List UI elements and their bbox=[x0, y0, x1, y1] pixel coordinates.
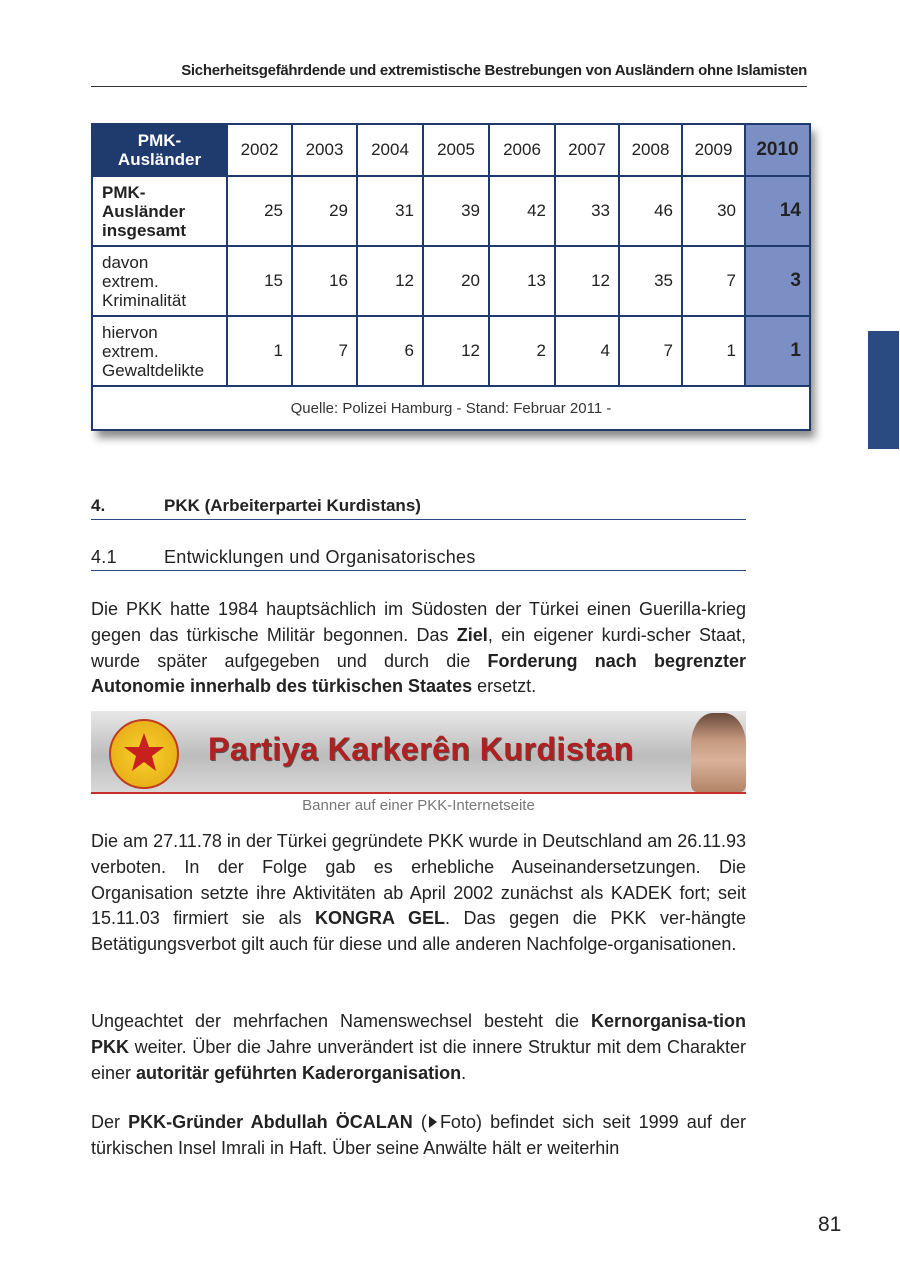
table-cell: 13 bbox=[489, 246, 555, 316]
paragraph-2 bbox=[91, 829, 746, 958]
table-source-row bbox=[92, 386, 810, 430]
corner-label-line: Ausländer bbox=[117, 150, 202, 169]
table-cell: 46 bbox=[619, 176, 682, 246]
table-cell-highlight: 3 bbox=[745, 246, 810, 316]
bold-run: PKK-Gründer Abdullah ÖCALAN bbox=[128, 1112, 413, 1132]
table-cell: 30 bbox=[682, 176, 745, 246]
table-cell: 29 bbox=[292, 176, 357, 246]
row-label-line: extrem. bbox=[102, 271, 159, 291]
table-cell-highlight: 1 bbox=[745, 316, 810, 386]
table-cell: 16 bbox=[292, 246, 357, 316]
table-cell: 6 bbox=[357, 316, 423, 386]
table-cell: 7 bbox=[619, 316, 682, 386]
row-label-line: PMK- bbox=[102, 182, 146, 202]
bold-run: Ziel bbox=[456, 624, 488, 645]
table-header-row bbox=[92, 124, 810, 176]
bold-run: KONGRA GEL bbox=[315, 908, 445, 929]
table-cell: 12 bbox=[423, 316, 489, 386]
arrow-right-icon bbox=[429, 1116, 437, 1128]
table-cell: 15 bbox=[227, 246, 292, 316]
section-number: 4. bbox=[91, 496, 106, 515]
text-run: ( bbox=[412, 1112, 427, 1132]
banner-caption: Banner auf einer PKK-Internetseite bbox=[302, 797, 535, 814]
pkk-emblem-icon bbox=[109, 719, 179, 789]
corner-header bbox=[92, 124, 227, 176]
table-cell: 20 bbox=[423, 246, 489, 316]
text-run: , ein eigener kurdi-scher Staat, wurde später aufgegeben und durch die bbox=[91, 624, 746, 671]
row-label-line: hiervon bbox=[102, 322, 158, 342]
table-cell-highlight: 14 bbox=[745, 176, 810, 246]
table-cell: 1 bbox=[227, 316, 292, 386]
table-cell: 42 bbox=[489, 176, 555, 246]
bold-run: autoritär geführten Kaderorganisation bbox=[136, 1062, 462, 1083]
row-label-line: davon bbox=[102, 252, 149, 272]
year-header: 2008 bbox=[619, 124, 682, 176]
table-cell: 25 bbox=[227, 176, 292, 246]
text-run: . Das gegen die PKK ver-hängte Betätigungsverbot gilt auch für diese und alle anderen Nachfolge-organisationen. bbox=[91, 908, 746, 955]
table-row bbox=[92, 246, 810, 316]
text-run: Ungeachtet der mehrfachen Namenswechsel besteht die bbox=[91, 1011, 591, 1031]
year-header: 2007 bbox=[555, 124, 619, 176]
table-cell: 7 bbox=[292, 316, 357, 386]
table-row bbox=[92, 176, 810, 246]
table-source: Quelle: Polizei Hamburg - Stand: Februar 2011 - bbox=[92, 386, 810, 430]
text-run: Die am 27.11.78 in der Türkei gegründete PKK wurde in Deutschland am 26.11.93 verboten. In der Folge gab es erhebliche Auseinandersetzungen. Die Organisation setzte ihre Aktivitäten ab April 2002 zunächst als KADEK fort; seit 15.11.03 firmiert sie als bbox=[91, 831, 746, 929]
table-cell: 4 bbox=[555, 316, 619, 386]
section-heading-4-1 bbox=[91, 546, 746, 571]
table-cell: 12 bbox=[357, 246, 423, 316]
banner-text: Partiya Karkerên Kurdistan bbox=[208, 731, 634, 767]
running-header bbox=[91, 60, 807, 87]
subsection-title: Entwicklungen und Organisatorisches bbox=[164, 547, 476, 567]
row-label-line: Ausländer bbox=[102, 201, 186, 221]
row-label bbox=[92, 176, 227, 246]
statistics-table bbox=[91, 123, 811, 431]
year-header: 2004 bbox=[357, 124, 423, 176]
text-run: Die PKK hatte 1984 hauptsächlich im Südosten der Türkei einen Guerilla-krieg gegen das türkische Militär begonnen. Das bbox=[91, 599, 746, 645]
table-row bbox=[92, 316, 810, 386]
year-header: 2005 bbox=[423, 124, 489, 176]
bold-run: Kernorganisa-tion PKK bbox=[91, 1011, 746, 1057]
section-title: PKK (Arbeiterpartei Kurdistans) bbox=[164, 496, 421, 515]
subsection-number: 4.1 bbox=[91, 547, 117, 567]
running-title: Sicherheitsgefährdende und extremistische Bestrebungen von Ausländern ohne Islamisten bbox=[181, 62, 807, 79]
table-cell: 7 bbox=[682, 246, 745, 316]
row-label bbox=[92, 246, 227, 316]
year-header: 2006 bbox=[489, 124, 555, 176]
year-header: 2002 bbox=[227, 124, 292, 176]
red-star-icon bbox=[122, 731, 166, 775]
text-run: weiter. Über die Jahre unverändert ist die innere Struktur mit dem Charakter einer bbox=[91, 1036, 746, 1083]
row-label-line: Gewaltdelikte bbox=[102, 360, 205, 380]
table-cell: 39 bbox=[423, 176, 489, 246]
table-cell: 33 bbox=[555, 176, 619, 246]
row-label bbox=[92, 316, 227, 386]
paragraph-1 bbox=[91, 597, 746, 700]
table-cell: 31 bbox=[357, 176, 423, 246]
row-label-line: insgesamt bbox=[102, 220, 187, 240]
text-run: Der bbox=[91, 1112, 129, 1132]
bold-run: Forderung nach begrenzter Autonomie innerhalb des türkischen Staates bbox=[91, 650, 746, 697]
paragraph-4 bbox=[91, 1110, 746, 1162]
row-label-line: extrem. bbox=[102, 341, 159, 361]
paragraph-3 bbox=[91, 1009, 746, 1086]
portrait-photo bbox=[691, 713, 746, 792]
table-cell: 2 bbox=[489, 316, 555, 386]
section-heading-4 bbox=[91, 494, 746, 520]
year-header-highlight: 2010 bbox=[745, 124, 810, 176]
page-number: 81 bbox=[818, 1213, 842, 1236]
row-label-line: Kriminalität bbox=[102, 290, 187, 310]
text-run: ersetzt. bbox=[472, 676, 537, 697]
year-header: 2009 bbox=[682, 124, 745, 176]
year-header: 2003 bbox=[292, 124, 357, 176]
statistics-table-container bbox=[91, 123, 809, 430]
table-cell: 12 bbox=[555, 246, 619, 316]
table-cell: 1 bbox=[682, 316, 745, 386]
text-run: . bbox=[461, 1062, 467, 1083]
chapter-side-tab bbox=[868, 331, 899, 449]
pkk-banner-image bbox=[91, 711, 746, 794]
text-run: Foto) befindet sich seit 1999 auf der türkischen Insel Imrali in Haft. Über seine Anwälte hält er weiterhin bbox=[91, 1112, 746, 1158]
corner-label-line: PMK- bbox=[137, 131, 182, 150]
table-cell: 35 bbox=[619, 246, 682, 316]
